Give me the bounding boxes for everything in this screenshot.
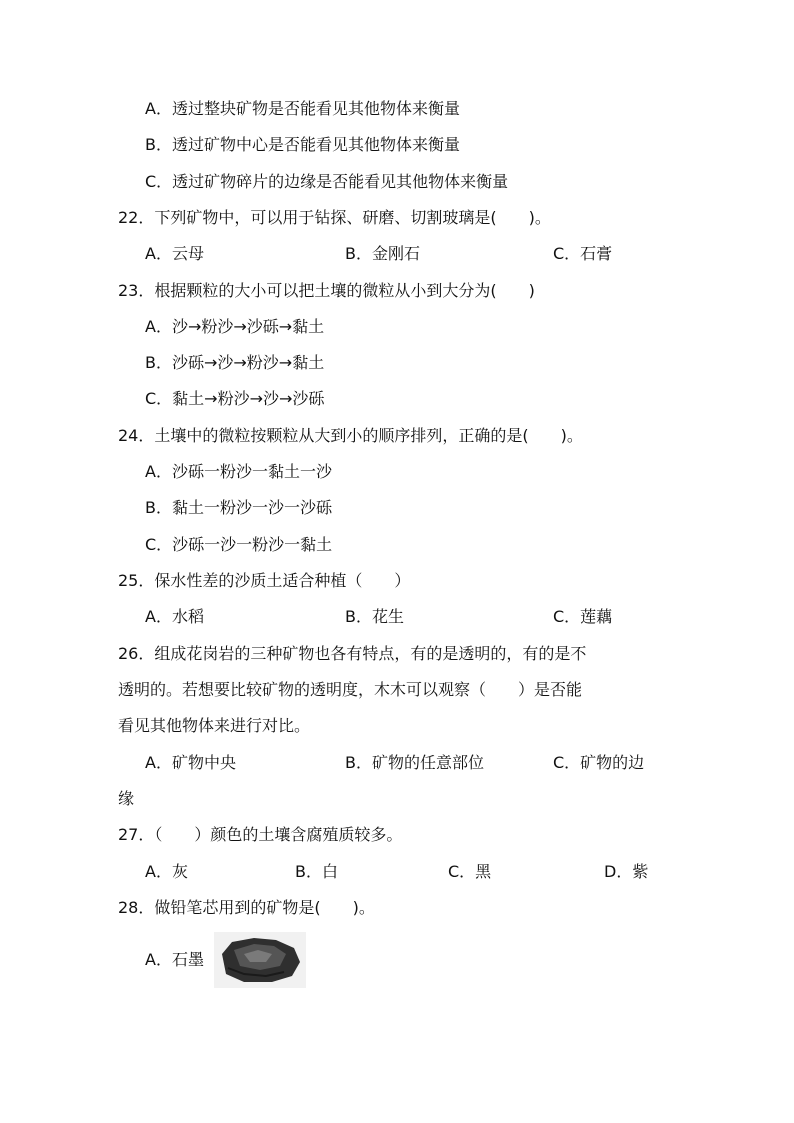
q23-option-c: C．黏土→粉沙→沙→沙砾 <box>145 389 325 408</box>
q23-option-b: B．沙砾→沙→粉沙→黏土 <box>145 353 325 372</box>
q22-option-c: C．石膏 <box>553 244 613 263</box>
q22-option-b: B．金刚石 <box>345 244 420 263</box>
q21-option-b: B．透过矿物中心是否能看见其他物体来衡量 <box>145 135 460 154</box>
graphite-image <box>214 932 306 988</box>
q25-option-c: C．莲藕 <box>553 607 613 626</box>
q27-option-d: D．紫 <box>604 862 649 881</box>
q26-option-b: B．矿物的任意部位 <box>345 753 484 772</box>
q23-stem: 23．根据颗粒的大小可以把土壤的微粒从小到大分为( ) <box>118 281 535 300</box>
q26-option-c: C．矿物的边 <box>553 753 645 772</box>
q22-option-a: A．云母 <box>145 244 204 263</box>
q24-option-b: B．黏土一粉沙一沙一沙砾 <box>145 498 332 517</box>
q25-option-a: A．水稻 <box>145 607 204 626</box>
q25-stem: 25．保水性差的沙质土适合种植（ ） <box>118 571 411 590</box>
q24-option-c: C．沙砾一沙一粉沙一黏土 <box>145 535 333 554</box>
q23-option-a: A．沙→粉沙→沙砾→黏土 <box>145 317 325 336</box>
q24-option-a: A．沙砾一粉沙一黏土一沙 <box>145 462 332 481</box>
q28-option-a: A．石墨 <box>145 950 204 969</box>
q21-option-c: C．透过矿物碎片的边缘是否能看见其他物体来衡量 <box>145 172 509 191</box>
q26-option-c-continued: 缘 <box>118 789 135 808</box>
q27-option-c: C．黑 <box>448 862 492 881</box>
q27-stem: 27．（ ）颜色的土壤含腐殖质较多。 <box>118 825 403 844</box>
q26-stem-line2: 透明的。若想要比较矿物的透明度，木木可以观察（ ）是否能 <box>118 680 583 699</box>
q27-option-b: B．白 <box>295 862 338 881</box>
q28-stem: 28．做铅笔芯用到的矿物是( )。 <box>118 898 375 917</box>
q25-option-b: B．花生 <box>345 607 404 626</box>
q21-option-a: A．透过整块矿物是否能看见其他物体来衡量 <box>145 99 460 118</box>
q26-option-a: A．矿物中央 <box>145 753 236 772</box>
q22-stem: 22．下列矿物中，可以用于钻探、研磨、切割玻璃是( )。 <box>118 208 551 227</box>
q26-stem-line1: 26．组成花岗岩的三种矿物也各有特点，有的是透明的，有的是不 <box>118 644 587 663</box>
q26-stem-line3: 看见其他物体来进行对比。 <box>118 716 311 735</box>
q27-option-a: A．灰 <box>145 862 188 881</box>
q24-stem: 24．土壤中的微粒按颗粒从大到小的顺序排列，正确的是( )。 <box>118 426 583 445</box>
